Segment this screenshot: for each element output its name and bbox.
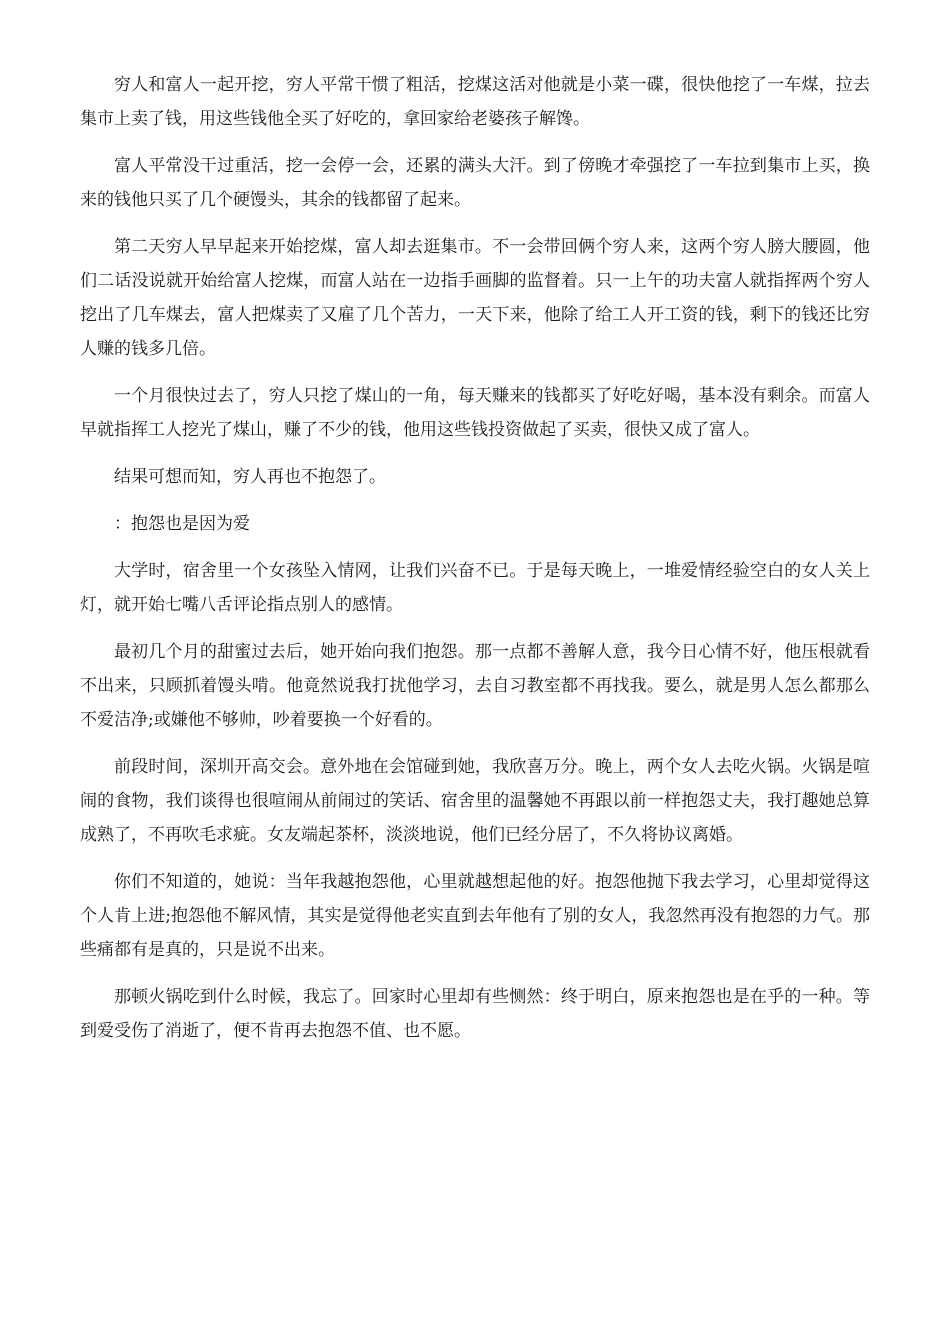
paragraph-7: 最初几个月的甜蜜过去后，她开始向我们抱怨。那一点都不善解人意，我今日心情不好，他压根就看不出来，只顾抓着馒头啃。他竟然说我打扰他学习，去自习教室都不再找我。要么，就是男人怎么都那么不爱洁净;或嫌他不够帅，吵着要换一个好看的。 bbox=[80, 642, 870, 730]
paragraph-1: 穷人和富人一起开挖，穷人平常干惯了粗活，挖煤这活对他就是小菜一碟，很快他挖了一车煤，拉去集市上卖了钱，用这些钱他全买了好吃的，拿回家给老婆孩子解馋。 bbox=[80, 75, 870, 129]
paragraph-4: 一个月很快过去了，穷人只挖了煤山的一角，每天赚来的钱都买了好吃好喝，基本没有剩余。而富人早就指挥工人挖光了煤山，赚了不少的钱，他用这些钱投资做起了买卖，很快又成了富人。 bbox=[80, 386, 870, 440]
paragraph-6: 大学时，宿舍里一个女孩坠入情网，让我们兴奋不已。于是每天晚上，一堆爱情经验空白的女人关上灯，就开始七嘴八舌评论指点别人的感情。 bbox=[80, 561, 870, 615]
document-page bbox=[80, 68, 870, 1061]
paragraph-9: 你们不知道的，她说：当年我越抱怨他，心里就越想起他的好。抱怨他抛下我去学习，心里却觉得这个人肯上进;抱怨他不解风情，其实是觉得他老实直到去年他有了别的女人，我忽然再没有抱怨的力气。那些痛都有是真的，只是说不出来。 bbox=[80, 872, 870, 960]
paragraph-3: 第二天穷人早早起来开始挖煤，富人却去逛集市。不一会带回俩个穷人来，这两个穷人膀大腰圆，他们二话没说就开始给富人挖煤，而富人站在一边指手画脚的监督着。只一上午的功夫富人就指挥两个穷人挖出了几车煤去，富人把煤卖了又雇了几个苦力，一天下来，他除了给工人开工资的钱，剩下的钱还比穷人赚的钱多几倍。 bbox=[80, 237, 870, 359]
paragraph-8: 前段时间，深圳开高交会。意外地在会馆碰到她，我欣喜万分。晚上，两个女人去吃火锅。火锅是喧闹的食物，我们谈得也很喧闹从前闹过的笑话、宿舍里的温馨她不再跟以前一样抱怨丈夫，我打趣她总算成熟了，不再吹毛求疵。女友端起茶杯，淡淡地说，他们已经分居了，不久将协议离婚。 bbox=[80, 757, 870, 845]
paragraph-10: 那顿火锅吃到什么时候，我忘了。回家时心里却有些恻然：终于明白，原来抱怨也是在乎的一种。等到爱受伤了消逝了，便不肯再去抱怨不值、也不愿。 bbox=[80, 987, 870, 1041]
paragraph-5: 结果可想而知，穷人再也不抱怨了。 bbox=[114, 467, 386, 487]
section-heading: ：抱怨也是因为爱 bbox=[114, 514, 250, 534]
paragraph-2: 富人平常没干过重活，挖一会停一会，还累的满头大汗。到了傍晚才牵强挖了一车拉到集市上买，换来的钱他只买了几个硬馒头，其余的钱都留了起来。 bbox=[80, 156, 870, 210]
